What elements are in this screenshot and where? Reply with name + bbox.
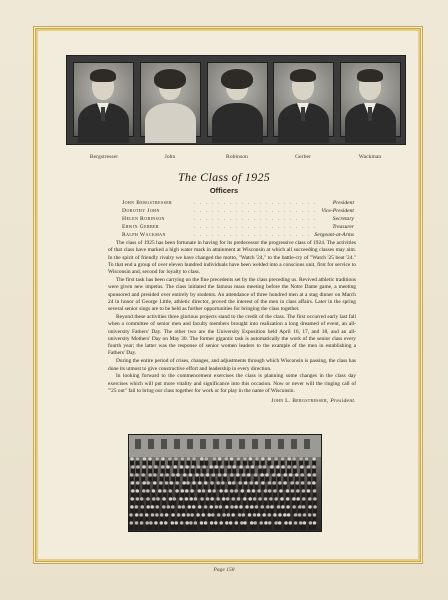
paragraph: The first task has been carrying on the fine precedents set by the class preceding us. Revived athletic traditions were given new impetus. The class initiated the famous mass meeting before the Notre Dame game, a meeting sponsored and presided over entirely by students. An attendance of three hundred men at a stag dinner on March 24 in honor of George Little, athletic director, proved the interest of the men in class affairs. Later in the spring several senior sings are to be held as further opportunities for bringing the class together. [108,276,356,313]
officer-role: President [332,200,354,206]
signature-line [108,398,356,404]
caption-robinson: Robinson [226,154,248,160]
class-group-photo [128,434,322,532]
caption-john: John [164,154,176,160]
portrait-bergstresser [73,62,134,137]
portrait-gerber [273,62,334,137]
officer-name: Erwin Gerber [122,224,159,230]
officer-role: Vice-President [321,208,354,214]
caption-gerber: Gerber [295,154,311,160]
officer-name: Helen Robinson [122,216,165,222]
portrait-john [140,62,201,137]
portrait-robinson [207,62,268,137]
caption-wackman: Wackman [358,154,382,160]
paragraph: In looking forward to the commencement exercises the class is planning some changes in the class day exercises which will put more vitality and significance into this occasion. Now or never will the ringing call of "'25 out" fail to bring our class together for work or for play in the name of Wisconsin. [108,373,356,394]
class-history-text [108,240,356,396]
officer-row [122,215,354,223]
paragraph: Beyond these activities three glorious projects stand to the credit of the class. The first occurred early last fall when a committee of senior men and faculty members brought into realization a long dreamed of event, an all-university Fathers' Day. The other two are the University Exposition held April 16, 17, and 18, and an all-university Mothers' Day on May 30. The former gigantic task is automatically the work of the senior class every fourth year; the latter was the response of senior women leaders to the example of the men in establishing a Fathers' Day. [108,313,356,357]
dot-leader: . . . . . . . . . . . . . . . . . . . . . [194,208,317,214]
crowd-figures [129,435,321,531]
dot-leader: . . . . . . . . . . . . . . . . . . . . . [194,200,317,206]
portrait-wackman [340,62,401,137]
officers-list [122,199,354,239]
page-title: The Class of 1925 [177,170,271,184]
officer-name: Dorothy John [122,208,160,214]
paragraph: The class of 1925 has been fortunate in having for its predecessor the progressive class of 1924. The activities of that class have marked a high water mark in attainment at Wisconsin at which all succeeding classes may aim. In the spirit of friendly rivalry we have changed the motto, "Watch '24," to the battle-cry of "Watch '25 beat '24." To that end a group of over eleven hundred individuals have been welded into a conscious unit, first for service to Wisconsin and, second for loyalty to class. [108,240,356,276]
officer-row [122,231,354,239]
dot-leader: . . . . . . . . . . . . . . . . . . . . . [194,232,317,238]
officer-row [122,207,354,215]
signature-name: John L. Bergstresser, [271,398,329,404]
officer-name: John Bergstresser [122,200,173,206]
officer-role: Sergeant-at-Arms [314,232,354,238]
officer-row [122,223,354,231]
caption-bergstresser: Bergstresser [89,154,119,160]
officer-role: Secretary [332,216,354,222]
officer-row [122,199,354,207]
portrait-captions [0,154,448,166]
officers-heading: Officers [209,186,239,195]
page-number: Page 158 [213,567,235,573]
officer-portrait-strip [66,55,406,145]
dot-leader: . . . . . . . . . . . . . . . . . . . . . [194,216,317,222]
officer-name: Ralph Wackman [122,232,166,238]
paragraph: During the entire period of crises, changes, and adjustments through which Wisconsin is passing, the class has done its utmost to give constructive effort and leadership in every direction. [108,358,356,372]
officer-role: Treasurer [332,224,354,230]
dot-leader: . . . . . . . . . . . . . . . . . . . . . [194,224,317,230]
signature-role: President. [330,398,356,404]
